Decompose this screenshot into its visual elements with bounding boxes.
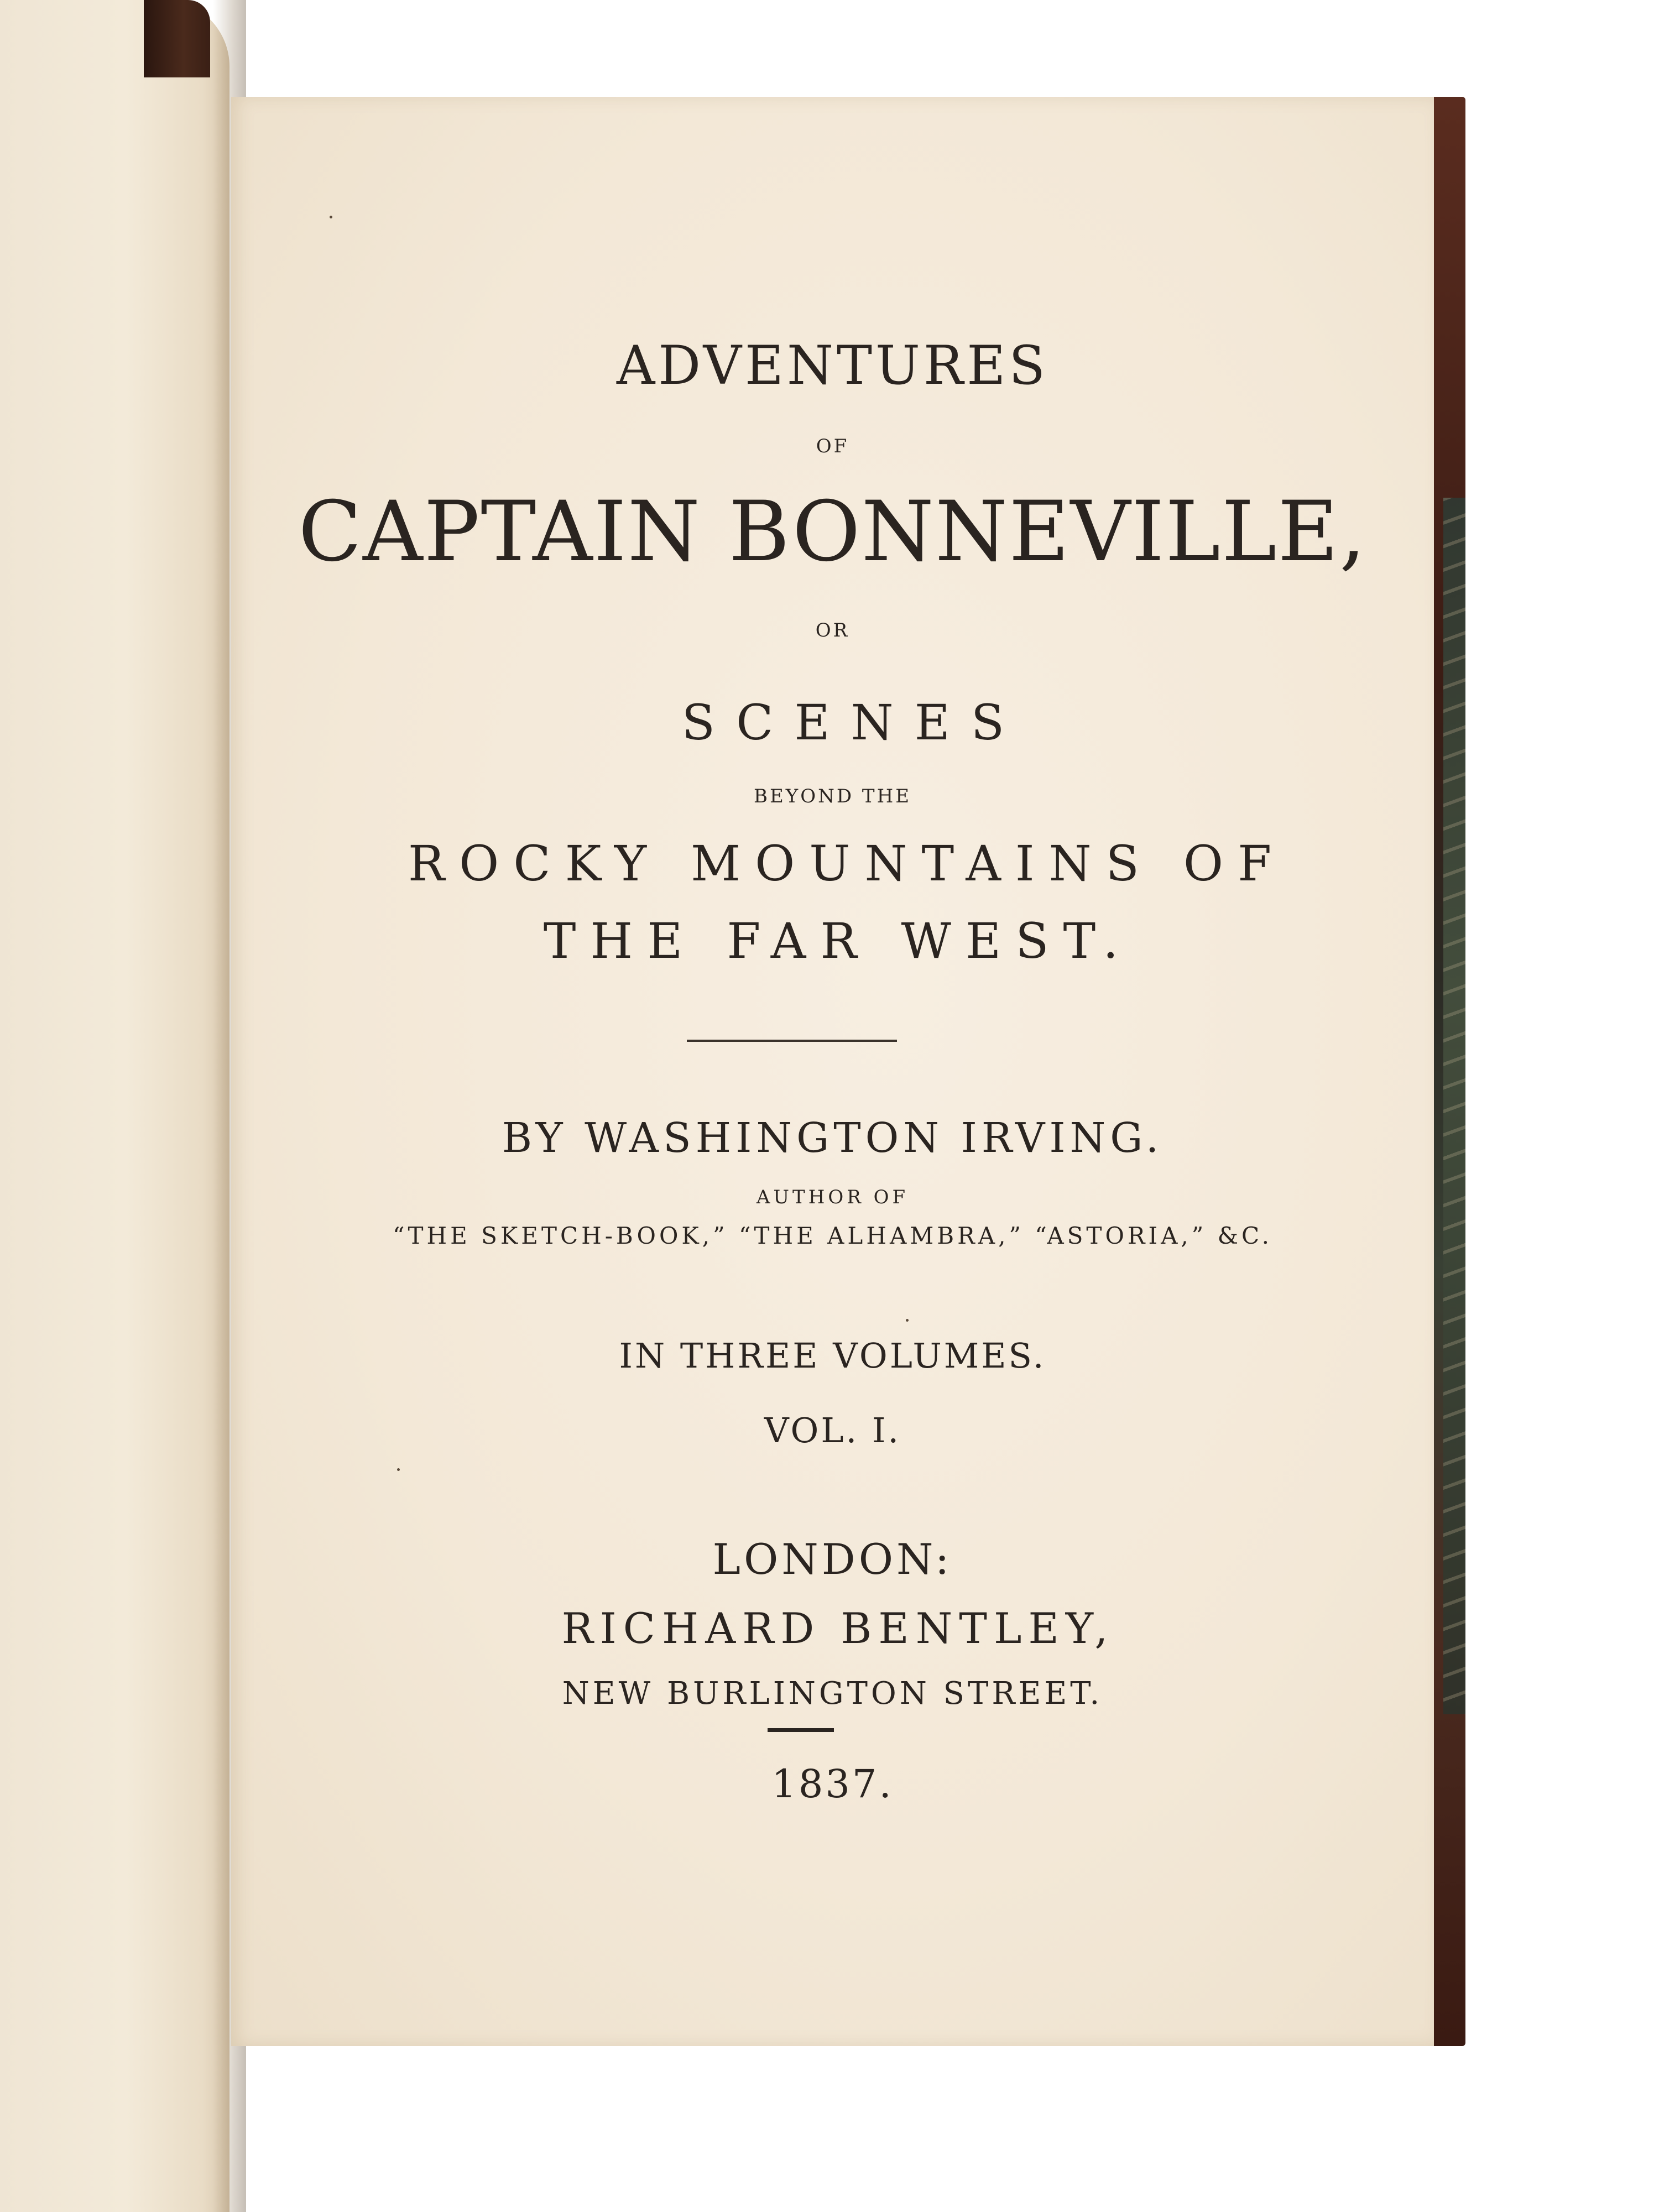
divider-rule <box>687 1040 897 1042</box>
title-connector-or: OR <box>815 619 850 641</box>
volumes-statement: IN THREE VOLUMES. <box>619 1335 1046 1376</box>
volume-number: VOL. I. <box>764 1410 901 1451</box>
left-page <box>0 0 229 2212</box>
paper-speck <box>906 1319 909 1322</box>
other-works: “THE SKETCH-BOOK,” “THE ALHAMBRA,” “ASTORIA,” &C. <box>393 1222 1272 1249</box>
title-page <box>231 97 1434 2046</box>
imprint-rule <box>768 1728 834 1732</box>
imprint-publisher: RICHARD BENTLEY, <box>561 1604 1115 1653</box>
imprint-city: LONDON: <box>712 1535 953 1584</box>
subtitle-scenes: SCENES <box>681 694 1026 751</box>
paper-speck <box>330 216 332 218</box>
subtitle-line-2: THE FAR WEST. <box>543 912 1133 969</box>
publication-year: 1837. <box>771 1761 894 1807</box>
subtitle-beyond: BEYOND THE <box>753 785 912 807</box>
author-byline: BY WASHINGTON IRVING. <box>502 1114 1164 1162</box>
imprint-street: NEW BURLINGTON STREET. <box>562 1676 1103 1712</box>
title-connector-of: OF <box>816 435 849 457</box>
paper-speck <box>397 1468 400 1471</box>
title-line-2: CAPTAIN BONNEVILLE, <box>298 484 1367 580</box>
subtitle-line-1: ROCKY MOUNTAINS OF <box>408 835 1286 892</box>
marbled-board-edge <box>1443 498 1465 1714</box>
author-of-label: AUTHOR OF <box>756 1186 909 1208</box>
back-cover-corner <box>144 0 210 77</box>
title-line-1: ADVENTURES <box>616 335 1049 397</box>
